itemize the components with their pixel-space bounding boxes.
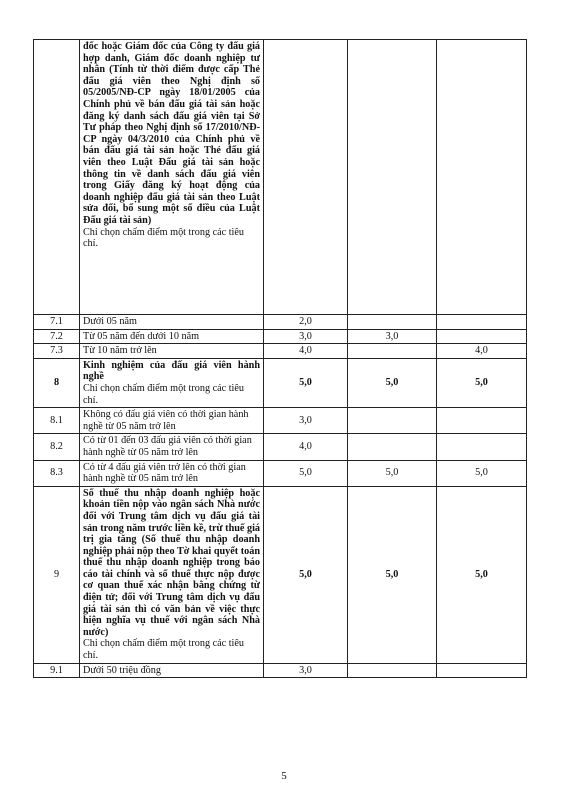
criteria-cell: Từ 05 năm đến dưới 10 năm: [80, 329, 264, 344]
score-cell: 2,0: [264, 315, 348, 330]
row-id: 9.1: [34, 663, 80, 678]
row-id: 8.1: [34, 408, 80, 434]
score-cell: 5,0: [348, 358, 437, 407]
score-cell: 5,0: [264, 460, 348, 486]
score-cell: [348, 344, 437, 359]
table-row: [34, 460, 527, 486]
score-cell: 3,0: [348, 329, 437, 344]
criteria-note: Chỉ chọn chấm điểm một trong các tiêu chí.: [83, 638, 244, 662]
score-cell: [348, 40, 437, 315]
criteria-cell: [80, 40, 264, 315]
score-cell: 5,0: [437, 486, 527, 663]
table-row: [34, 315, 527, 330]
criteria-cell: Dưới 50 triệu đồng: [80, 663, 264, 678]
row-id: 7.3: [34, 344, 80, 359]
criteria-title: Số thuế thu nhập doanh nghiệp hoặc khoản tiền nộp vào ngân sách Nhà nước đối với Trung tâm dịch vụ đấu giá tài sản trong năm trước liền kề, trừ thuế giá trị gia tăng (Số thuế thu nhập doanh nghiệp phải nộp theo Tờ khai quyết toán thuế thu nhập doanh nghiệp trong báo cáo tài chính và số thuế thực nộp được cơ quan thuế xác nhận bằng chứng từ điện tử; đối với Trung tâm dịch vụ đấu giá tài sản thì có văn bản về việc thực hiện nghĩa vụ thuế với ngân sách Nhà nước): [83, 487, 260, 638]
criteria-cell: Dưới 05 năm: [80, 315, 264, 330]
table-row: [34, 344, 527, 359]
row-id: 9: [34, 486, 80, 663]
row-id: 7.1: [34, 315, 80, 330]
score-cell: 5,0: [264, 358, 348, 407]
score-cell: 3,0: [264, 663, 348, 678]
score-cell: 5,0: [437, 460, 527, 486]
score-cell: 4,0: [264, 434, 348, 460]
score-cell: 5,0: [348, 486, 437, 663]
page-number: 5: [281, 770, 287, 782]
scoring-table: [33, 39, 527, 678]
score-cell: [348, 408, 437, 434]
criteria-title: đốc hoặc Giám đốc của Công ty đấu giá hợp danh, Giám đốc doanh nghiệp tư nhân (Tính từ thời điểm được cấp Thẻ đấu giá viên theo Nghị định số 05/2005/NĐ-CP ngày 18/01/2005 của Chính phủ về bán đấu giá tài sản hoặc đăng ký danh sách đấu giá viên tại Sở Tư pháp theo Nghị định số 17/2010/NĐ-CP ngày 04/3/2010 của Chính phủ về bán đấu giá tài sản hoặc Thẻ đấu giá viên theo Luật Đấu giá tài sản hoặc thông tin về danh sách đấu giá viên trong Giấy đăng ký hoạt động của doanh nghiệp đấu giá tài sản theo Luật sửa đổi, bổ sung một số điều của Luật Đấu giá tài sản): [83, 41, 260, 226]
table-row: [34, 486, 527, 663]
criteria-note: Chỉ chọn chấm điểm một trong các tiêu chí.: [83, 382, 244, 406]
score-cell: 5,0: [348, 460, 437, 486]
criteria-cell: [80, 486, 264, 663]
table-row: [34, 40, 527, 315]
table-row: [34, 663, 527, 678]
criteria-title: Kinh nghiệm của đấu giá viên hành nghề: [83, 359, 260, 383]
score-cell: [264, 40, 348, 315]
score-cell: 5,0: [437, 358, 527, 407]
table-row: [34, 408, 527, 434]
criteria-cell: Không có đấu giá viên có thời gian hành nghề từ 05 năm trở lên: [80, 408, 264, 434]
score-cell: 5,0: [264, 486, 348, 663]
table-row: [34, 434, 527, 460]
score-cell: [437, 329, 527, 344]
row-id: 8.3: [34, 460, 80, 486]
criteria-cell: Có từ 4 đấu giá viên trở lên có thời gian hành nghề từ 05 năm trở lên: [80, 460, 264, 486]
row-id: [34, 40, 80, 315]
table-row: [34, 329, 527, 344]
score-cell: [437, 40, 527, 315]
score-cell: [348, 315, 437, 330]
row-id: 8: [34, 358, 80, 407]
score-cell: 3,0: [264, 408, 348, 434]
score-cell: [348, 663, 437, 678]
score-cell: 3,0: [264, 329, 348, 344]
score-cell: [437, 663, 527, 678]
score-cell: [437, 315, 527, 330]
criteria-cell: Từ 10 năm trở lên: [80, 344, 264, 359]
table-row: [34, 358, 527, 407]
score-cell: [348, 434, 437, 460]
criteria-cell: Có từ 01 đến 03 đấu giá viên có thời gian hành nghề từ 05 năm trở lên: [80, 434, 264, 460]
score-cell: 4,0: [264, 344, 348, 359]
row-id: 8.2: [34, 434, 80, 460]
score-cell: 4,0: [437, 344, 527, 359]
criteria-cell: [80, 358, 264, 407]
score-cell: [437, 434, 527, 460]
score-cell: [437, 408, 527, 434]
criteria-note: Chỉ chọn chấm điểm một trong các tiêu chí.: [83, 226, 244, 250]
row-id: 7.2: [34, 329, 80, 344]
